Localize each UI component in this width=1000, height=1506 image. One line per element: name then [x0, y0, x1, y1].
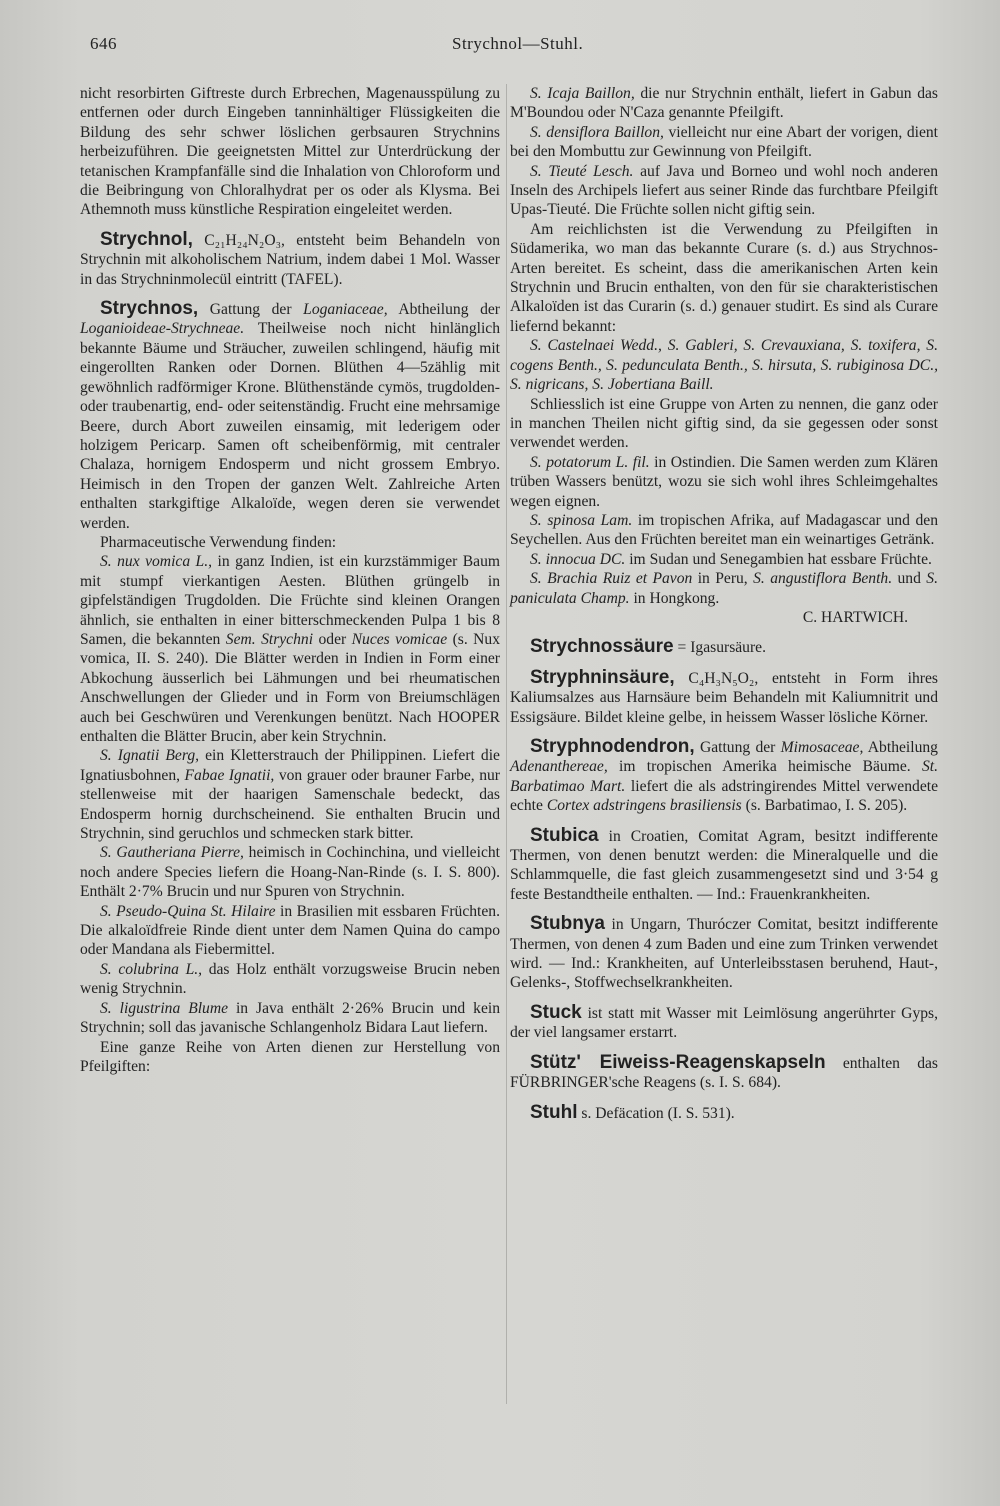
entry-stubica	[510, 826, 938, 905]
strychnos-text: Theilweise noch nicht hinlänglich bekannte Bäume und Sträucher, zuweilen schlingend, häufig mit eingerollten Ranken oder Dornen. Blüthen 4—5zählig mit gewöhnlich radförmiger Krone. Blüthenstände cymös, trugdolden- oder traubenartig, end- oder seitenständig. Frucht eine mehrsamige Beere, durch Abort zuweilen einsamig, mit lederigem oder holzigem Pericarp. Samen oft scheibenförmig, mit centraler Chalaza, hornigem Endosperm und nicht grossem Embryo. Heimisch in den Tropen der ganzen Welt. Zahlreiche Arten enthalten starkgiftige Alkaloïde, wegen deren sie verwendet werden.	[80, 320, 500, 532]
left-column	[80, 84, 500, 1076]
species-text: im tropischen Afrika, auf Madagascar und den Seychellen. Aus den Früchten bereitet man ein weinartiges Getränk.	[510, 511, 939, 549]
species-text: in Peru,	[697, 570, 748, 588]
species-name: S. densiflora Baillon,	[530, 123, 664, 141]
species-name: S. ligustrina Blume	[100, 999, 229, 1017]
species-text: auf Java und Borneo und wohl noch anderen Inseln des Archipels liefert aus seiner Rinde das furchtbare Pfeilgift Upas-Tieuté. Die Früchte sollen nicht giftig sein.	[510, 162, 938, 219]
species-brachia	[510, 569, 938, 608]
species-text: in Java enthält 2·26% Brucin und kein Strychnin; soll das javanische Schlangenholz Bidara Laut liefern.	[80, 999, 500, 1037]
entry-text: liefert die als adstringirendes Mittel verwendete echte	[510, 777, 938, 815]
entry-strychnossaeure	[510, 637, 938, 657]
species-name: S. paniculata Champ.	[510, 570, 938, 607]
species-text: und	[897, 570, 921, 588]
species-potatorum	[510, 453, 938, 511]
entry-strychnos	[80, 299, 500, 533]
drug-name: Nuces vomicae	[351, 630, 448, 648]
lemma-stuck: Stuck	[530, 1001, 582, 1023]
lemma-strychnossaeure: Strychnossäure	[530, 636, 674, 658]
strychnos-text: Abtheilung der	[398, 301, 500, 319]
species-text: ein Kletterstrauch der Philippinen. Liefert die Ignatiusbohnen,	[80, 747, 500, 784]
entry-text: in Ungarn, Thuróczer Comitat, besitzt indifferente Thermen, von denen 4 zum Baden und eine zum Trinken verwendet wird. — Ind.: Krankheiten, auf Unterleibsstasen beruhend, Haut-, Gelenks-, Stoffwechselkrankheiten.	[510, 916, 938, 992]
entry-stubnya	[510, 914, 938, 993]
species-name: S. colubrina L.,	[100, 960, 203, 978]
lemma-strychnol: Strychnol,	[100, 228, 193, 250]
page-number: 646	[90, 34, 117, 53]
species-name: S. innocua DC.	[530, 550, 626, 568]
species-name: S. Tieuté Lesch.	[530, 162, 634, 180]
drug-name: Sem. Strychni	[225, 630, 314, 648]
entry-text: in Croatien, Comitat Agram, besitzt indifferente Thermen, von denen benutzt werden: die Mineralquelle und die Schlammquelle, die fast gleich zusammengesetzt sind und 3·54 g feste Bestandtheile enthalten. — Ind.: Frauenkrankheiten.	[510, 827, 938, 903]
species-text: in ganz Indien, ist ein kurzstämmiger Baum mit stumpf vierkantigen Aesten. Blüthen grüngelb in gipfelständigen Trugdolden. Die Früchte sind kleinen Orangen ähnlich, sie enthalten in einer bitterschmeckenden Pulpa 1 bis 8 Samen, die bekannten	[80, 553, 501, 648]
species-colubrina	[80, 960, 500, 999]
species-name: S. angustiflora Benth.	[753, 570, 893, 588]
entry-text: Gattung der	[699, 739, 776, 756]
species-text: in Brasilien mit essbaren Früchten. Die alkaloïdfreie Rinde dient unter dem Namen Quina do campo oder Mandana als Fiebermittel.	[80, 902, 500, 959]
entry-stuetz	[510, 1053, 938, 1093]
species-name: S. Ignatii Berg,	[100, 747, 200, 765]
species-text: oder	[318, 630, 347, 648]
entry-stuhl	[510, 1103, 938, 1123]
lemma-stubica: Stubica	[530, 824, 599, 846]
species-list: S. Castelnaei Wedd., S. Gableri, S. Crevauxiana, S. toxifera, S. cogens Benth., S. pedunculata Benth., S. hirsuta, S. rubiginosa DC., S. nigricans, S. Jobertiana Baill.	[510, 337, 938, 394]
species-innocua	[510, 550, 938, 569]
paragraph-nontoxic: Schliesslich ist eine Gruppe von Arten zu nennen, die ganz oder in manchen Theilen nicht giftig sind, da sie gegessen oder sonst verwendet werden.	[510, 395, 938, 452]
author-signature: C. HARTWICH.	[802, 608, 908, 626]
lemma-strychnos: Strychnos,	[100, 298, 199, 320]
species-text: von grauer oder brauner Farbe, nur stellenweise mit der haarigen Samenschale bedeckt, das Endosperm hornig durchscheinend. Sie enthalten Brucin und Strychnin, sind geruchlos und schmecken stark bitter.	[80, 766, 500, 843]
entry-text: C₄H₃N₅O₂, entsteht in Form ihres Kaliumsalzes aus Harnsäure beim Behandeln mit Kaliumnitrit und Essigsäure. Bildet kleine gelbe, in heissem Wasser lösliche Körner.	[510, 669, 938, 726]
species-ignatii	[80, 746, 500, 843]
strychnol-text: C₂₁H₂₄N₂O₃, entsteht beim Behandeln von Strychnin mit alkoholischem Natrium, indem dabei 1 Mol. Wasser in das Strychninmolecül eintritt (TAFEL).	[80, 231, 500, 288]
drug-name: Fabae Ignatii,	[184, 766, 275, 784]
species-ligustrina	[80, 999, 500, 1038]
entry-stuck	[510, 1003, 938, 1043]
lemma-stuetz: Stütz' Eiweiss-Reagenskapseln	[530, 1051, 826, 1073]
species-spinosa	[510, 511, 938, 550]
paragraph-strychnin-continued: nicht resorbirten Giftreste durch Erbrechen, Magenausspülung zu entfernen oder durch Eingeben tanninhältiger Flüssigkeiten die Bildung des sehr schwer löslichen gerbsauren Strychnins herbeizuführen. Die geeignetsten Mittel zur Unterdrückung der tetanischen Krampfanfälle sind die Inhalation von Chloroform und die Beibringung von Chloralhydrat per os oder als Klysma. Bei Athemnoth muss künstliche Respiration eingeleitet werden.	[80, 85, 500, 219]
species-text: heimisch in Cochinchina, und vielleicht noch andere Species liefern die Hoang-Nan-Rinde (s. I. S. 800). Enthält 2·7% Brucin und nur Spuren von Strychnin.	[80, 844, 500, 901]
species-text: in Hongkong.	[633, 589, 720, 607]
entry-stryphnodendron	[510, 737, 938, 816]
species-name: S. Pseudo-Quina St. Hilaire	[100, 902, 276, 920]
species-name: St. Barbatimao Mart.	[510, 758, 938, 795]
tribe-name: Adenanthereae,	[510, 758, 608, 776]
species-densiflora	[510, 123, 938, 162]
species-name: S. potatorum L. fil.	[530, 453, 650, 471]
paragraph-curare: Am reichlichsten ist die Verwendung zu Pfeilgiften in Südamerika, wo man das bekannte Curare (s. d.) aus Strychnos-Arten bereitet. Es scheint, dass die amerikanischen Arten kein Strychnin und Brucin enthalten, von den für sie charakteristischen Alkaloïden ist das Curarin (s. d.) genauer studirt. Es sind als Curare liefernd bekannt:	[510, 220, 938, 335]
entry-text: = Igasursäure.	[677, 639, 766, 657]
species-text: vielleicht nur eine Abart der vorigen, dient bei den Mombuttu zur Gewinnung von Pfeilgift.	[510, 123, 938, 161]
column-divider	[506, 84, 507, 1404]
species-name: S. nux vomica L.,	[100, 553, 213, 571]
species-name: S. Gautheriana Pierre,	[100, 844, 244, 862]
curare-species-list	[510, 336, 938, 394]
lemma-stryphninsaeure: Stryphninsäure,	[530, 666, 675, 688]
entry-text: (s. Barbatimao, I. S. 205).	[745, 797, 908, 815]
drug-name: Cortex adstringens brasiliensis	[546, 797, 742, 815]
species-text: (s. Nux vomica, II. S. 240). Die Blätter werden in Indien in Form einer Abkochung äusserlich bei Lähmungen und bei rheumatischen Anschwellungen der Glieder und in Form von Breiumschlägen auch bei Geschwüren und Verenkungen benützt. Nach HOOPER enthalten die Blätter Brucin, aber kein Strychnin.	[80, 630, 501, 745]
species-name: S. Brachia Ruiz et Pavon	[530, 570, 693, 588]
species-text: die nur Strychnin enthält, liefert in Gabun das M'Boundou oder N'Caza genannte Pfeilgift.	[510, 85, 938, 122]
strychnos-family: Loganiaceae,	[303, 301, 388, 319]
species-name: S. spinosa Lam.	[530, 511, 633, 529]
species-text: in Ostindien. Die Samen werden zum Klären trüben Wassers benützt, wozu sie sich wohl ihres Schleimgehaltes wegen eignen.	[510, 453, 938, 510]
species-nux-vomica	[80, 552, 500, 746]
species-tieute	[510, 162, 938, 220]
species-name: S. Icaja Baillon,	[530, 85, 635, 102]
species-gautheriana	[80, 843, 500, 901]
species-text: im Sudan und Senegambien hat essbare Früchte.	[629, 550, 932, 568]
entry-text: s. Defäcation (I. S. 531).	[581, 1104, 735, 1122]
entry-text: Abtheilung	[867, 739, 938, 756]
species-text: das Holz enthält vorzugsweise Brucin neben wenig Strychnin.	[80, 960, 500, 998]
lemma-stubnya: Stubnya	[530, 913, 605, 935]
entry-text: enthalten das FÜRBRINGER'sche Reagens (s. I. S. 684).	[510, 1054, 939, 1092]
strychnos-text: Gattung der	[209, 301, 292, 319]
strychnos-tribe: Loganioideae-Strychneae.	[80, 320, 245, 338]
family-name: Mimosaceae,	[780, 739, 864, 756]
species-icaja	[510, 84, 938, 123]
paragraph-pfeilgifte: Eine ganze Reihe von Arten dienen zur Herstellung von Pfeilgiften:	[80, 1038, 500, 1075]
entry-strychnol	[80, 230, 500, 289]
running-title: Strychnol—Stuhl.	[452, 34, 584, 53]
entry-stryphninsaeure	[510, 668, 938, 727]
species-pseudo-quina	[80, 902, 500, 960]
lemma-stryphnodendron: Stryphnodendron,	[530, 736, 695, 757]
lemma-stuhl: Stuhl	[530, 1101, 578, 1123]
entry-text: ist statt mit Wasser mit Leimlösung angerührter Gyps, der viel langsamer erstarrt.	[510, 1004, 939, 1042]
right-column	[510, 84, 938, 1123]
pharm-heading: Pharmaceutische Verwendung finden:	[100, 533, 337, 551]
entry-text: im tropischen Amerika heimische Bäume.	[619, 758, 911, 776]
